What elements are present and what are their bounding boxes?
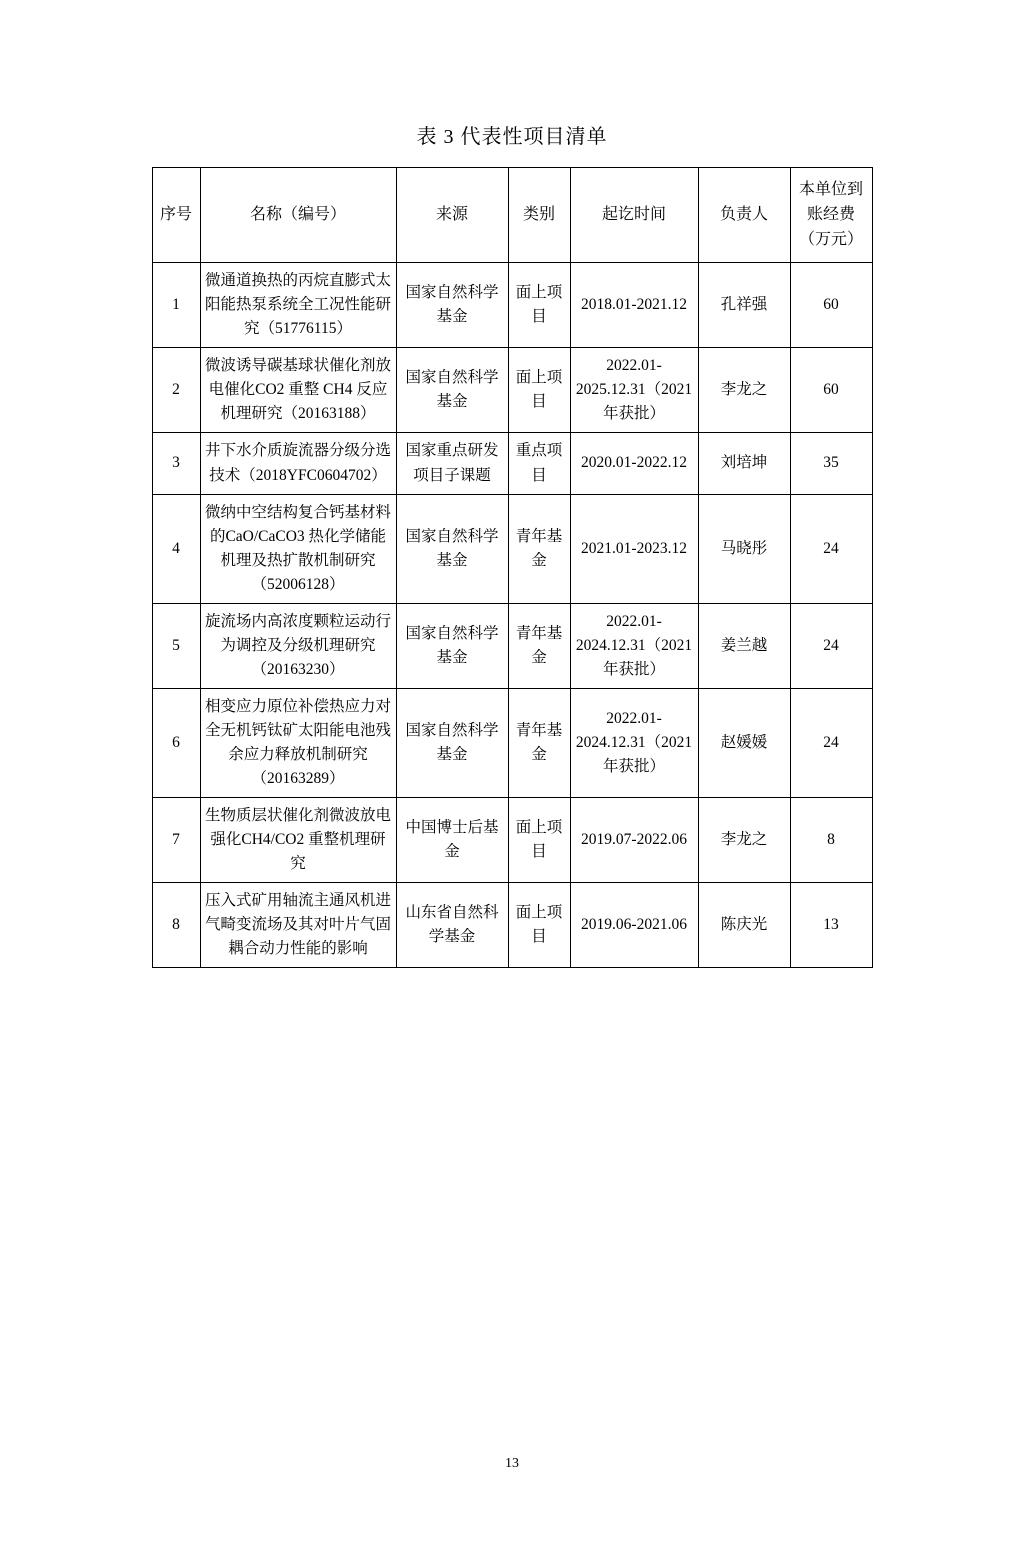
cell-source: 国家自然科学基金 xyxy=(396,688,508,797)
cell-name: 井下水介质旋流器分级分选技术（2018YFC0604702） xyxy=(200,433,396,494)
cell-type: 面上项目 xyxy=(508,797,570,882)
cell-seq: 8 xyxy=(152,882,200,967)
cell-leader: 赵媛媛 xyxy=(698,688,790,797)
cell-leader: 陈庆光 xyxy=(698,882,790,967)
cell-name: 压入式矿用轴流主通风机进气畸变流场及其对叶片气固耦合动力性能的影响 xyxy=(200,882,396,967)
cell-fund: 13 xyxy=(790,882,872,967)
cell-source: 国家自然科学基金 xyxy=(396,263,508,348)
cell-period: 2022.01-2025.12.31（2021 年获批） xyxy=(570,348,698,433)
header-type: 类别 xyxy=(508,168,570,263)
table-row xyxy=(152,348,872,433)
cell-type: 面上项目 xyxy=(508,882,570,967)
cell-seq: 1 xyxy=(152,263,200,348)
representative-projects-table xyxy=(152,167,873,968)
cell-seq: 5 xyxy=(152,603,200,688)
cell-name: 相变应力原位补偿热应力对全无机钙钛矿太阳能电池残余应力释放机制研究（20163289） xyxy=(200,688,396,797)
cell-seq: 6 xyxy=(152,688,200,797)
cell-fund: 8 xyxy=(790,797,872,882)
page-number: 13 xyxy=(505,1456,519,1471)
cell-fund: 60 xyxy=(790,348,872,433)
cell-period: 2022.01-2024.12.31（2021 年获批） xyxy=(570,603,698,688)
cell-name: 微纳中空结构复合钙基材料的CaO/CaCO3 热化学储能机理及热扩散机制研究（52006128） xyxy=(200,494,396,603)
cell-fund: 35 xyxy=(790,433,872,494)
cell-type: 面上项目 xyxy=(508,348,570,433)
cell-source: 国家自然科学基金 xyxy=(396,603,508,688)
cell-leader: 李龙之 xyxy=(698,797,790,882)
cell-name: 微通道换热的丙烷直膨式太阳能热泵系统全工况性能研究（51776115） xyxy=(200,263,396,348)
cell-source: 山东省自然科学基金 xyxy=(396,882,508,967)
cell-period: 2022.01-2024.12.31（2021 年获批） xyxy=(570,688,698,797)
cell-fund: 24 xyxy=(790,688,872,797)
cell-name: 生物质层状催化剂微波放电强化CH4/CO2 重整机理研究 xyxy=(200,797,396,882)
table-row xyxy=(152,494,872,603)
header-leader: 负责人 xyxy=(698,168,790,263)
cell-period: 2021.01-2023.12 xyxy=(570,494,698,603)
cell-type: 重点项目 xyxy=(508,433,570,494)
cell-seq: 4 xyxy=(152,494,200,603)
cell-source: 国家自然科学基金 xyxy=(396,348,508,433)
cell-source: 国家自然科学基金 xyxy=(396,494,508,603)
table-row xyxy=(152,603,872,688)
table-row xyxy=(152,433,872,494)
cell-leader: 马晓彤 xyxy=(698,494,790,603)
header-period: 起讫时间 xyxy=(570,168,698,263)
cell-period: 2018.01-2021.12 xyxy=(570,263,698,348)
cell-type: 青年基金 xyxy=(508,688,570,797)
cell-fund: 24 xyxy=(790,494,872,603)
table-row xyxy=(152,797,872,882)
cell-type: 青年基金 xyxy=(508,603,570,688)
document-page xyxy=(0,120,1024,1568)
cell-leader: 李龙之 xyxy=(698,348,790,433)
header-seq: 序号 xyxy=(152,168,200,263)
cell-source: 中国博士后基金 xyxy=(396,797,508,882)
cell-name: 旋流场内高浓度颗粒运动行为调控及分级机理研究（20163230） xyxy=(200,603,396,688)
cell-period: 2019.07-2022.06 xyxy=(570,797,698,882)
cell-period: 2020.01-2022.12 xyxy=(570,433,698,494)
page-title: 表 3 代表性项目清单 xyxy=(416,126,608,148)
cell-source: 国家重点研发项目子课题 xyxy=(396,433,508,494)
header-fund: 本单位到账经费（万元） xyxy=(790,168,872,263)
cell-seq: 3 xyxy=(152,433,200,494)
cell-leader: 姜兰越 xyxy=(698,603,790,688)
table-header-row xyxy=(152,168,872,263)
cell-seq: 7 xyxy=(152,797,200,882)
table-row xyxy=(152,882,872,967)
header-source: 来源 xyxy=(396,168,508,263)
cell-leader: 孔祥强 xyxy=(698,263,790,348)
cell-fund: 24 xyxy=(790,603,872,688)
cell-type: 青年基金 xyxy=(508,494,570,603)
cell-name: 微波诱导碳基球状催化剂放电催化CO2 重整 CH4 反应机理研究（20163188） xyxy=(200,348,396,433)
header-name: 名称（编号） xyxy=(200,168,396,263)
table-row xyxy=(152,688,872,797)
cell-seq: 2 xyxy=(152,348,200,433)
cell-period: 2019.06-2021.06 xyxy=(570,882,698,967)
table-row xyxy=(152,263,872,348)
cell-type: 面上项目 xyxy=(508,263,570,348)
cell-leader: 刘培坤 xyxy=(698,433,790,494)
cell-fund: 60 xyxy=(790,263,872,348)
